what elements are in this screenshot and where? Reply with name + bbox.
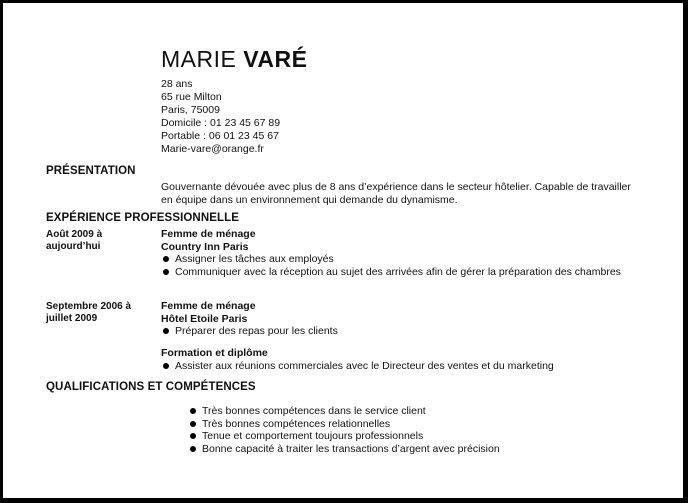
job-1-tasks — [161, 253, 641, 278]
job-2-date: Septembre 2006 à juillet 2009 — [46, 301, 132, 324]
formation — [161, 347, 641, 372]
presentation-text: Gouvernante dévouée avec plus de 8 ans d’expérience dans le secteur hôtelier. Capable de travailler en équipe dans un environnement qui demande du dynamisme. — [161, 181, 631, 206]
job-1-title: Femme de ménage — [161, 228, 256, 240]
list-item: Assister aux réunions commerciales avec le Directeur des ventes et du marketing — [161, 360, 641, 373]
qualifications-list — [188, 405, 608, 455]
list-item: Tenue et comportement toujours professionnels — [188, 430, 608, 443]
last-name: VARÉ — [243, 46, 308, 72]
job-2-employer: Hôtel Etoile Paris — [161, 312, 248, 325]
presentation-heading: PRÉSENTATION — [46, 165, 136, 177]
job-2 — [161, 300, 641, 338]
list-item: Très bonnes compétences relationnelles — [188, 418, 608, 431]
list-item: Communiquer avec la réception au sujet des arrivées afin de gérer la préparation des chambres — [161, 266, 641, 279]
candidate-name — [161, 46, 307, 73]
contact-block — [161, 78, 280, 156]
job-2-tasks — [161, 325, 641, 338]
contact-home-phone: Domicile : 01 23 45 67 89 — [161, 117, 281, 129]
list-item: Préparer des repas pour les clients — [161, 325, 641, 338]
formation-title: Formation et diplôme — [161, 347, 268, 359]
job-1-date: Août 2009 à aujourd’hui — [46, 229, 103, 252]
list-item: Assigner les tâches aux employés — [161, 253, 641, 266]
contact-city: Paris, 75009 — [161, 104, 220, 116]
list-item: Bonne capacité à traiter les transactions d’argent avec précision — [188, 443, 608, 456]
contact-age: 28 ans — [161, 78, 193, 90]
experience-heading: EXPÉRIENCE PROFESSIONNELLE — [46, 212, 240, 224]
first-name: MARIE — [161, 46, 237, 72]
job-2-title: Femme de ménage — [161, 300, 256, 312]
formation-tasks — [161, 360, 641, 373]
contact-mobile-phone: Portable : 06 01 23 45 67 — [161, 130, 279, 142]
qualifications-heading: QUALIFICATIONS ET COMPÉTENCES — [46, 381, 256, 393]
job-1 — [161, 228, 641, 278]
job-1-employer: Country Inn Paris — [161, 240, 249, 253]
contact-street: 65 rue Milton — [161, 91, 222, 103]
list-item: Très bonnes compétences dans le service client — [188, 405, 608, 418]
contact-email: Marie-vare@orange.fr — [161, 143, 264, 155]
